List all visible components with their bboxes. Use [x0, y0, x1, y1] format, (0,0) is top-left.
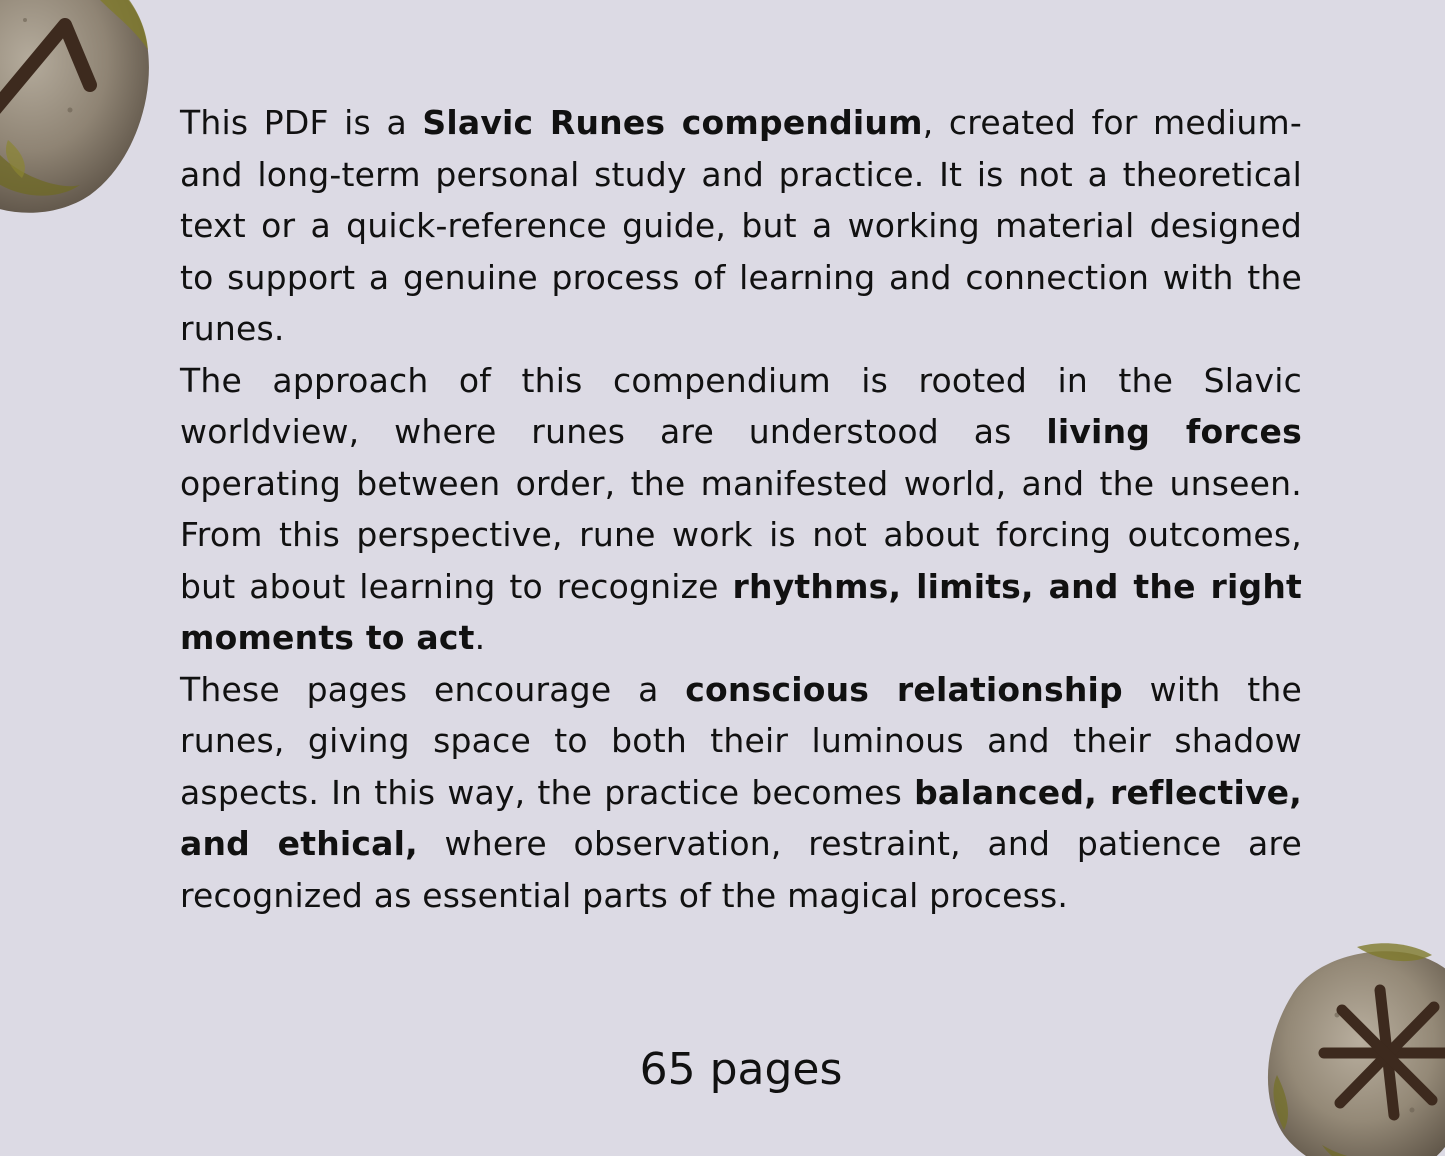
text-run: operating between order, the manifested world, and the unseen. From this perspective, rune work is not about forcing outcomes, but about learning to recognize — [180, 463, 1302, 606]
bold-text: balanced, reflective, and ethical, — [180, 772, 1302, 863]
text-run: , created for medium- and long-term personal study and practice. It is not a theoretical text or a quick-reference guide, but a working material designed to support a genuine process of learning and connection with the runes. — [180, 103, 1302, 348]
rune-stone-top-left-icon — [0, 0, 155, 215]
text-run: This PDF is a — [180, 103, 423, 142]
text-run: The approach of this compendium is rooted in the Slavic worldview, where runes are understood as — [180, 360, 1302, 451]
text-run: . — [474, 618, 486, 657]
paragraph — [180, 664, 1302, 922]
bold-text: conscious relationship — [685, 669, 1123, 709]
paragraph — [180, 97, 1302, 355]
paragraph — [180, 355, 1302, 664]
text-run: These pages encourage a — [180, 669, 686, 709]
page-count-label: 65 pages — [639, 1044, 843, 1095]
bold-text: living forces — [1046, 412, 1302, 451]
bold-text: Slavic Runes compendium — [422, 103, 923, 142]
description-text — [180, 97, 1302, 921]
bold-text: rhythms, limits, and the right moments to act — [180, 566, 1302, 657]
text-run: where observation, restraint, and patience are recognized as essential parts of the magical process. — [180, 824, 1302, 915]
text-run: with the runes, giving space to both their luminous and their shadow aspects. In this way, the practice becomes — [180, 669, 1302, 812]
